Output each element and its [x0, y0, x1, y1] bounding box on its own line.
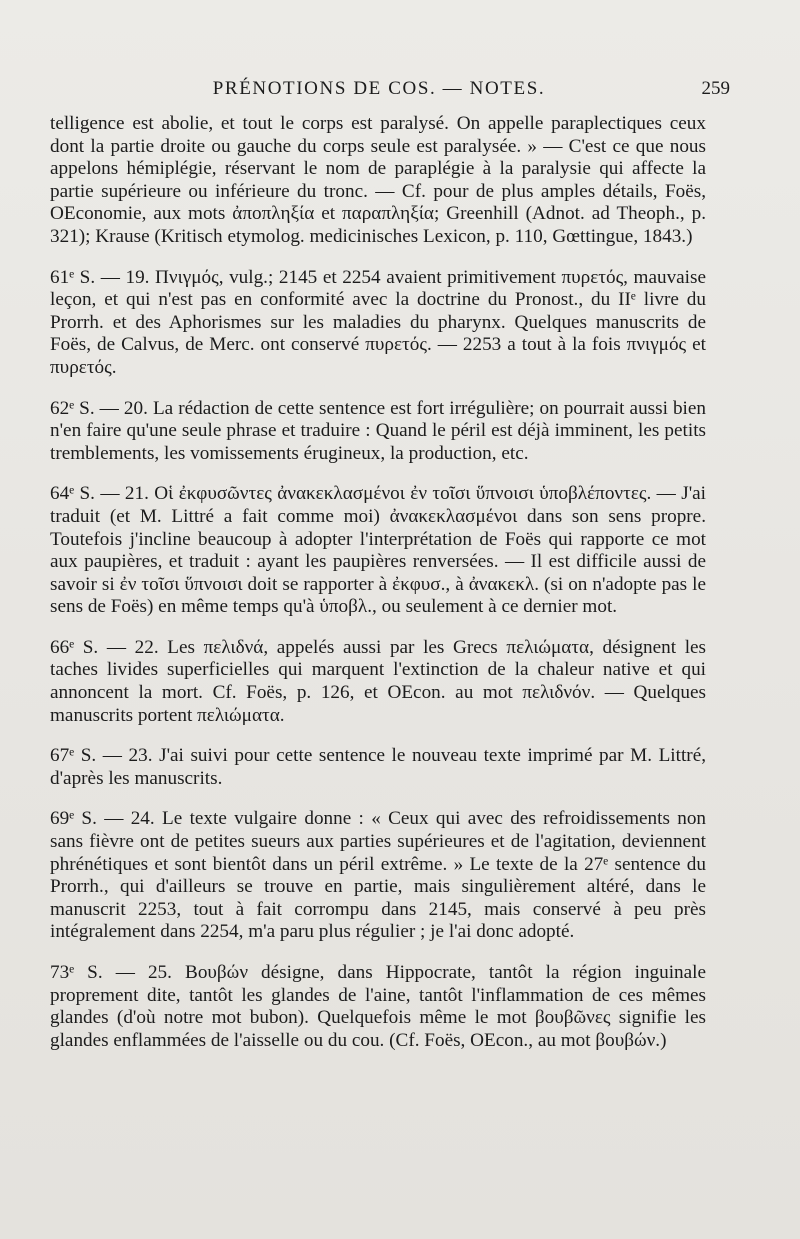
note-69: [50, 808, 706, 944]
note-66: [50, 637, 706, 727]
note-ref: 66ᵉ S. — 22.: [50, 636, 159, 658]
note-ref: 62ᵉ S. — 20.: [50, 397, 148, 419]
running-header: [50, 78, 730, 102]
page-number: 259: [701, 78, 730, 99]
running-title: PRÉNOTIONS DE COS. — NOTES.: [212, 78, 546, 99]
note-text: J'ai suivi pour cette sentence le nouveau texte imprimé par M. Littré, d'après les manuscrits.: [50, 745, 707, 789]
note-ref: 61ᵉ S. — 19.: [50, 266, 150, 288]
note-text: Οἱ ἐκφυσῶντες ἀνακεκλασμένοι ἐν τοῖσι ὕπνοισι ὑποβλέποντες. — J'ai traduit (et M. Littré a fait comme moi) ἀνακεκλασμένοι dans son sens propre. Toutefois j'incline beaucoup à adopter l'interprétation de Foës qui rapporte ce mot aux paupières, et traduit : ayant les paupières renversées. — Il est difficile aussi de savoir si ἐν τοῖσι ὕπνοισι doit se rapporter à ἐκφυσ., à ἀνακεκλ. (si on n'adopte pas le sens de Foës) en même temps qu'à ὑποβλ., ou seulement à ce dernier mot.: [50, 483, 706, 618]
note-ref: 69ᵉ S. — 24.: [50, 808, 155, 830]
note-73: [50, 962, 706, 1052]
note-64: [50, 483, 706, 619]
note-text: telligence est abolie, et tout le corps est paralysé. On appelle paraplectiques ceux dont la partie droite ou gauche du corps seule est paralysée. » — C'est ce que nous appelons hémiplégie, réservant le nom de paraplégie à la paralysie qui affecte la partie supérieure ou inférieure du tronc. — Cf. pour de plus amples détails, Foës, OEconomie, aux mots ἀποπληξία et παραπληξία; Greenhill (Adnot. ad Theoph., p. 321); Krause (Kritisch etymolog. medicinisches Lexicon, p. 110, Gœttingue, 1843.): [50, 113, 706, 247]
note-ref: 73ᵉ S. — 25.: [50, 962, 172, 983]
note-67: [50, 745, 706, 790]
note-ref: 64ᵉ S. — 21.: [50, 483, 149, 505]
note-text: La rédaction de cette sentence est fort irrégulière; on pourrait aussi bien n'en faire qu'une seule phrase et traduire : Quand le péril est déjà imminent, les petits tremblements, les vomissements érugineux, la production, etc.: [50, 397, 707, 464]
note-ref: 67ᵉ S. — 23.: [50, 745, 153, 767]
note-text: Πνιγμός, vulg.; 2145 et 2254 avaient primitivement πυρετός, mauvaise leçon, et qui n'est pas en conformité avec la doctrine du Pronost., du IIᵉ livre du Prorrh. et des Aphorismes sur les maladies du pharynx. Quelques manuscrits de Foës, de Calvus, de Merc. ont conservé πυρετός. — 2253 a tout à la fois πνιγμός et πυρετός.: [50, 266, 707, 378]
note-continuation: [50, 113, 706, 249]
note-text: Βουβών désigne, dans Hippocrate, tantôt la région inguinale proprement dite, tantôt les glandes de l'aine, tantôt l'inflammation de ces mêmes glandes (d'où notre mot bubon). Quelquefois même le mot βουβῶνες signifie les glandes enflammées de l'aisselle ou du cou. (Cf. Foës, OEcon., au mot βουβών.): [50, 962, 707, 1051]
note-text: Le texte vulgaire donne : « Ceux qui avec des refroidissements non sans fièvre ont de petites sueurs aux parties supérieures et de l'agitation, deviennent phrénétiques et sont bientôt dans un péril extrême. » Le texte de la 27ᵉ sentence du Prorrh., qui d'ailleurs se trouve en partie, mais singulièrement altéré, dans le manuscrit 2253, tout à fait corrompu dans 2145, mais conservé à peu près intégralement dans 2254, m'a paru plus régulier ; je l'ai donc adopté.: [50, 808, 707, 943]
notes-body: [50, 113, 706, 1052]
note-61: [50, 267, 706, 380]
note-text: Les πελιδνά, appelés aussi par les Grecs πελιώματα, désignent les taches livides superficielles qui marquent l'extinction de la chaleur native et qui annoncent la mort. Cf. Foës, p. 126, et OEcon. au mot πελιδνόν. — Quelques manuscrits portent πελιώματα.: [50, 636, 707, 726]
note-62: [50, 398, 706, 466]
